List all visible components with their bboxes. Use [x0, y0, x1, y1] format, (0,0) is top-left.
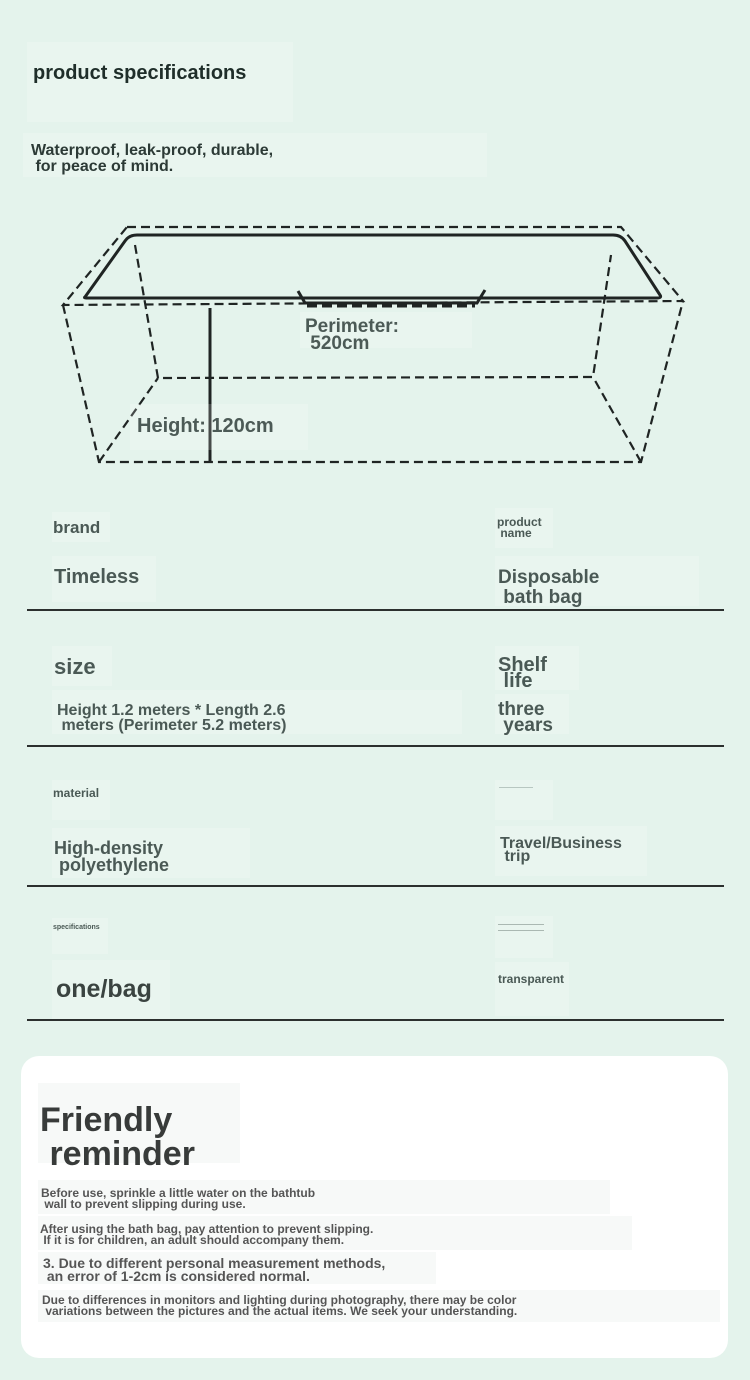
- size-label: size: [54, 654, 96, 679]
- reminder-note-3-line-1: 3. Due to different personal measurement methods,: [43, 1255, 386, 1271]
- specifications-value: one/bag: [56, 975, 152, 1003]
- specifications-label: specifications: [53, 924, 100, 931]
- shelf-life-label: [498, 654, 547, 692]
- reminder-note-2-line-1: After using the bath bag, pay attention to prevent slipping.: [40, 1222, 374, 1236]
- product-name-value-line-2: bath bag: [498, 587, 583, 608]
- shelf-life-value-line-2: years: [498, 715, 553, 736]
- reminder-note-2: [40, 1224, 373, 1246]
- product-name-value-line-1: Disposable: [498, 567, 600, 588]
- row-divider: [27, 745, 724, 747]
- product-name-value: [498, 568, 599, 608]
- material-value-line-2: polyethylene: [54, 855, 170, 875]
- reminder-note-1-line-1: Before use, sprinkle a little water on the bathtub: [41, 1186, 316, 1200]
- material-value-line-1: High-density: [54, 838, 164, 858]
- product-name-label-line-1: product: [497, 515, 542, 529]
- reminder-note-4-line-1: Due to differences in monitors and lighting during photography, there may be color: [42, 1293, 517, 1307]
- usage-value-line-1: Travel/Business: [500, 835, 622, 852]
- ghost: [495, 780, 553, 820]
- page-title: product specifications: [33, 62, 247, 84]
- size-value-line-1: Height 1.2 meters * Length 2.6: [57, 702, 286, 719]
- row-divider: [27, 1019, 724, 1021]
- reminder-title-line-2: reminder: [40, 1135, 195, 1173]
- material-value: [54, 840, 169, 874]
- page-subtitle: [31, 143, 273, 175]
- product-name-label-line-2: name: [497, 526, 532, 540]
- reminder-note-4: [42, 1295, 517, 1317]
- reminder-title: [40, 1103, 195, 1171]
- shelf-life-value: [498, 699, 553, 736]
- perimeter-line-1: Perimeter:: [305, 316, 399, 337]
- height-label: Height: 120cm: [137, 415, 274, 437]
- perimeter-label: [305, 318, 399, 352]
- color-value: transparent: [498, 972, 565, 986]
- subtitle-line-2: for peace of mind.: [31, 158, 174, 175]
- size-value-line-2: meters (Perimeter 5.2 meters): [57, 717, 287, 734]
- size-value: [57, 703, 286, 733]
- subtitle-line-1: Waterproof, leak-proof, durable,: [31, 142, 274, 159]
- usage-value-line-2: trip: [500, 848, 531, 865]
- reminder-note-3: [43, 1257, 385, 1283]
- perimeter-line-2: 520cm: [305, 333, 370, 354]
- reminder-title-line-1: Friendly: [40, 1101, 173, 1139]
- reminder-note-3-line-2: an error of 1-2cm is considered normal.: [43, 1268, 310, 1284]
- product-name-label: [497, 517, 542, 539]
- ghost: [495, 916, 553, 958]
- ghost: [495, 962, 569, 1016]
- shelf-life-label-line-2: life: [498, 670, 533, 692]
- bag-opening: [85, 235, 661, 298]
- shelf-life-value-line-1: three: [498, 699, 545, 720]
- illegible-label-mark: [499, 787, 533, 788]
- row-divider: [27, 885, 724, 887]
- brand-value: Timeless: [54, 566, 140, 588]
- reminder-note-1-line-2: wall to prevent slipping during use.: [41, 1197, 246, 1211]
- usage-value: [500, 837, 622, 863]
- shelf-life-label-line-1: Shelf: [498, 654, 547, 676]
- reminder-note-2-line-2: If it is for children, an adult should accompany them.: [40, 1233, 345, 1247]
- brand-label: brand: [53, 518, 101, 537]
- illegible-label-mark: [498, 924, 544, 931]
- material-label: material: [53, 786, 100, 800]
- row-divider: [27, 609, 724, 611]
- reminder-note-4-line-2: variations between the pictures and the actual items. We seek your understanding.: [42, 1304, 518, 1318]
- reminder-note-1: [41, 1188, 315, 1210]
